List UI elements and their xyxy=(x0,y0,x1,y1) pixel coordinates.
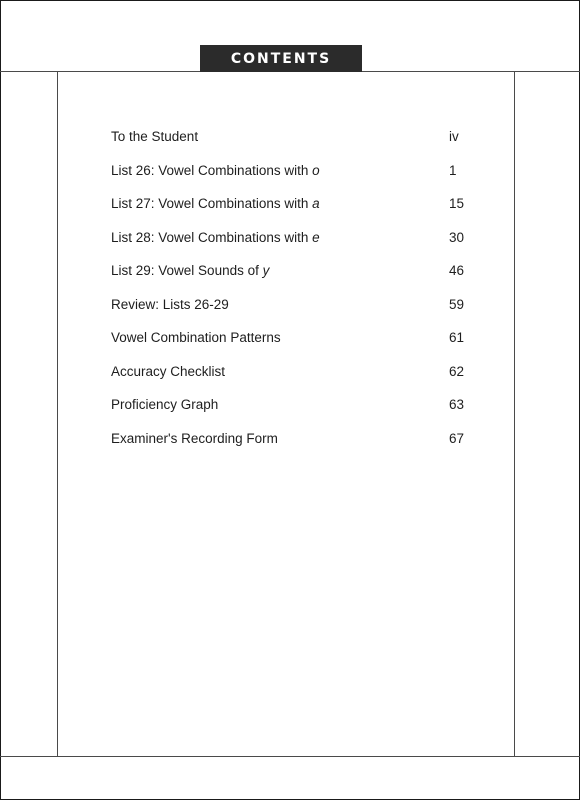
toc-entry-page: 63 xyxy=(449,397,465,412)
toc-entry-page: 1 xyxy=(449,162,457,178)
contents-banner xyxy=(200,45,362,72)
toc-entry-title: List 26: Vowel Combinations with o xyxy=(111,162,320,178)
toc-entry[interactable] xyxy=(111,362,471,382)
toc-entry-title: Proficiency Graph xyxy=(111,397,219,412)
toc-entry[interactable] xyxy=(111,429,471,449)
toc-entry-page: 46 xyxy=(449,263,465,278)
toc-entry-title: List 28: Vowel Combinations with e xyxy=(111,229,320,245)
page-title: CONTENTS xyxy=(230,51,332,67)
toc-entry-title: List 29: Vowel Sounds of y xyxy=(111,263,270,278)
toc-entry[interactable] xyxy=(111,228,471,248)
toc-entry-page: 67 xyxy=(449,430,465,446)
toc-entry-page: 15 xyxy=(449,196,465,211)
left-margin-rule xyxy=(57,71,58,756)
toc-entry-page: 30 xyxy=(449,229,465,245)
toc-entry-page: iv xyxy=(449,129,459,144)
bottom-rule xyxy=(0,756,580,757)
toc-entry-page: 61 xyxy=(449,330,465,345)
toc-entry-title: Vowel Combination Patterns xyxy=(111,330,281,345)
toc-entry[interactable] xyxy=(111,328,471,348)
toc-entry-title: To the Student xyxy=(111,129,199,144)
toc-entry-title: List 27: Vowel Combinations with a xyxy=(111,196,320,211)
toc-entry-title: Review: Lists 26-29 xyxy=(111,296,229,312)
toc-entry-title: Accuracy Checklist xyxy=(111,363,226,379)
toc-entry[interactable] xyxy=(111,127,471,147)
toc-entry-page: 59 xyxy=(449,296,465,312)
toc-entry-page: 62 xyxy=(449,363,465,379)
toc-entry[interactable] xyxy=(111,161,471,181)
right-margin-rule xyxy=(514,71,515,756)
toc-entry[interactable] xyxy=(111,194,471,214)
toc-entry-title: Examiner's Recording Form xyxy=(111,430,278,446)
toc-entry[interactable] xyxy=(111,295,471,315)
toc-entry[interactable] xyxy=(111,261,471,281)
toc-entry[interactable] xyxy=(111,395,471,415)
